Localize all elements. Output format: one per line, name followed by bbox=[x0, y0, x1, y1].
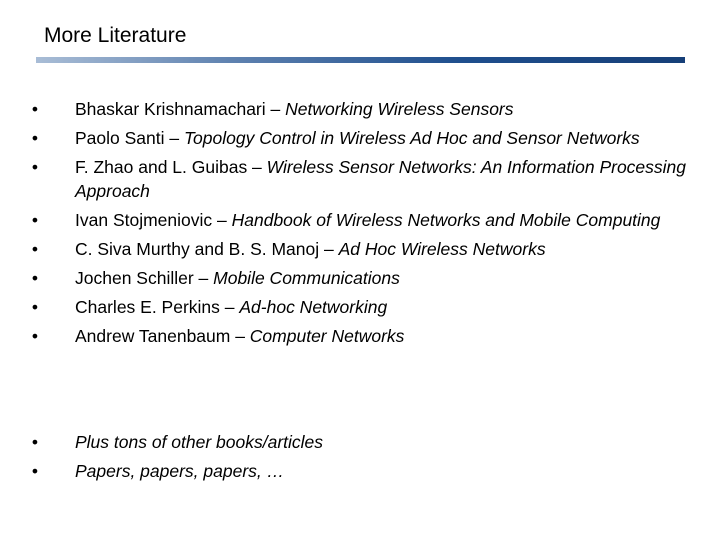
reference-title: Topology Control in Wireless Ad Hoc and Sensor Networks bbox=[183, 128, 640, 148]
reference-title: Ad Hoc Wireless Networks bbox=[338, 239, 546, 259]
reference-item bbox=[27, 237, 687, 261]
reference-title: Ad-hoc Networking bbox=[239, 297, 388, 317]
extra-text: Papers, papers, papers, … bbox=[75, 461, 285, 481]
extra-item bbox=[27, 459, 687, 483]
bullet: • bbox=[31, 210, 39, 230]
extra-item bbox=[27, 430, 687, 454]
reference-item bbox=[27, 208, 687, 232]
bullet: • bbox=[31, 268, 39, 288]
reference-list bbox=[27, 97, 687, 353]
bullet: • bbox=[31, 157, 39, 177]
reference-item bbox=[27, 155, 687, 203]
extra-text: Plus tons of other books/articles bbox=[75, 432, 324, 452]
reference-author: Paolo Santi – bbox=[75, 128, 184, 148]
bullet: • bbox=[31, 461, 39, 481]
reference-item bbox=[27, 97, 687, 121]
reference-author: F. Zhao and L. Guibas – bbox=[75, 157, 267, 177]
title-underline bbox=[36, 57, 685, 63]
bullet: • bbox=[31, 99, 39, 119]
slide-title: More Literature bbox=[44, 24, 187, 47]
reference-author: Bhaskar Krishnamachari – bbox=[75, 99, 286, 119]
extra-list bbox=[27, 430, 687, 488]
bullet: • bbox=[31, 326, 39, 346]
reference-title: Handbook of Wireless Networks and Mobile Computing bbox=[231, 210, 661, 230]
reference-author: Jochen Schiller – bbox=[75, 268, 214, 288]
reference-author: C. Siva Murthy and B. S. Manoj – bbox=[75, 239, 339, 259]
reference-title: Mobile Communications bbox=[213, 268, 400, 288]
reference-author: Andrew Tanenbaum – bbox=[75, 326, 250, 346]
reference-item bbox=[27, 295, 687, 319]
reference-item bbox=[27, 266, 687, 290]
reference-item bbox=[27, 126, 687, 150]
reference-author: Ivan Stojmeniovic – bbox=[75, 210, 232, 230]
reference-title: Computer Networks bbox=[249, 326, 405, 346]
reference-author: Charles E. Perkins – bbox=[75, 297, 240, 317]
reference-item bbox=[27, 324, 687, 348]
reference-title: Networking Wireless Sensors bbox=[285, 99, 514, 119]
bullet: • bbox=[31, 128, 39, 148]
bullet: • bbox=[31, 297, 39, 317]
bullet: • bbox=[31, 239, 39, 259]
bullet: • bbox=[31, 432, 39, 452]
reference-title: Wireless Sensor Networks: An Information Processing Approach bbox=[75, 157, 687, 201]
